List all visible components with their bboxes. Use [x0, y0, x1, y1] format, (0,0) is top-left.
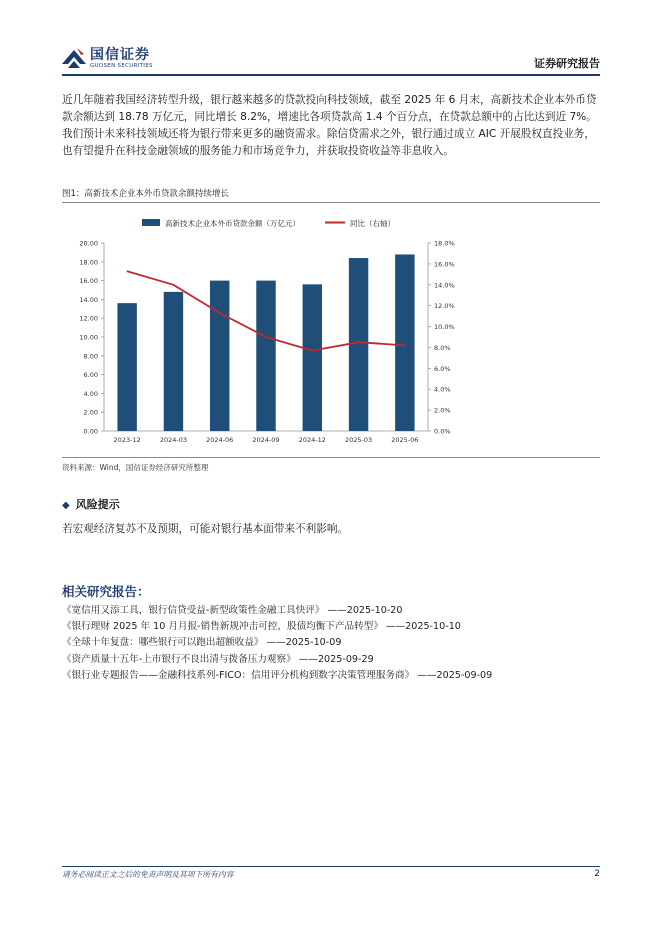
figure-bottom-rule [62, 457, 600, 458]
page-header [0, 0, 662, 80]
footer-disclaimer: 请务必阅读正文之后的免责声明及其项下所有内容 [62, 870, 234, 879]
y-left-tick-label: 2.00 [83, 408, 98, 417]
bar-2024-09 [256, 281, 275, 431]
x-tick-label: 2024-06 [206, 436, 234, 444]
related-report-item[interactable]: 《银行业专题报告——金融科技系列-FICO：信用评分机构到数字决策管理服务商》 ——2025-09-09 [62, 669, 493, 681]
x-tick-label: 2025-03 [344, 436, 373, 444]
x-tick-label: 2024-03 [159, 436, 188, 444]
bar-2025-03 [349, 258, 368, 431]
figure-title: 图1：高新技术企业本外币贷款余额持续增长 [62, 189, 229, 199]
y-right-tick-label: 6.0% [434, 364, 451, 373]
legend-bar-swatch [142, 219, 160, 226]
logo-text-en: GUOSEN SECURITIES [90, 63, 153, 69]
yoy-point-2024-12 [312, 350, 313, 351]
logo-mark-icon [60, 44, 88, 72]
yoy-point-2025-06 [404, 345, 405, 346]
bar-2025-06 [395, 254, 414, 431]
y-right-tick-label: 4.0% [434, 385, 451, 394]
diamond-bullet-icon: ◆ [62, 500, 70, 511]
x-tick-label: 2024-12 [298, 436, 326, 444]
x-tick-label: 2024-09 [252, 436, 280, 444]
x-tick-label: 2023-12 [113, 436, 141, 444]
footer-divider [62, 866, 600, 867]
y-right-tick-label: 8.0% [434, 343, 451, 352]
y-left-tick-label: 6.00 [83, 371, 98, 380]
risk-title-text: 风险提示 [75, 498, 120, 511]
y-right-tick-label: 16.0% [434, 260, 455, 269]
body-paragraph: 近几年随着我国经济转型升级，银行越来越多的贷款投向科技领域，截至 2025 年 6 月末，高新技术企业本外币贷款余额达到 18.78 万亿元，同比增长 8.2%，增速比各项贷款高 1.4 个百分点，在贷款总额中的占比达到近 7%。我们预计未来科技领域还将为银行带来更多的融资需求。除信贷需求之外，银行通过成立 AIC 开展股权直投业务，也有望提升在科技金融领域的服务能力和市场竞争力，并获取投资收益等非息收入。 [62, 94, 597, 157]
bar-2024-06 [210, 281, 229, 431]
y-right-tick-label: 0.0% [434, 427, 451, 436]
related-report-item[interactable]: 《全球十年复盘：哪些银行可以跑出超额收益》 ——2025-10-09 [62, 637, 342, 649]
y-right-tick-label: 2.0% [434, 406, 451, 415]
bar-2023-12 [117, 303, 136, 431]
legend-line-label: 同比（右轴） [350, 219, 395, 228]
yoy-point-2023-12 [127, 271, 128, 272]
related-report-item[interactable]: 《银行理财 2025 年 10 月月报-销售新规冲击可控，股债均衡下产品转型》 ——2025-10-10 [62, 621, 461, 633]
figure-source: 资料来源：Wind，国信证券经济研究所整理 [62, 463, 209, 472]
related-reports-title: 相关研究报告： [62, 584, 150, 599]
y-right-tick-label: 10.0% [434, 323, 455, 332]
related-report-item[interactable]: 《资产质量十五年-上市银行不良出清与拨备压力观察》 ——2025-09-29 [62, 653, 374, 665]
y-left-tick-label: 0.00 [83, 427, 98, 436]
risk-heading [62, 496, 120, 512]
y-left-tick-label: 4.00 [83, 389, 98, 398]
loan-balance-chart [62, 205, 600, 455]
yoy-point-2024-06 [219, 312, 220, 313]
yoy-point-2024-09 [265, 336, 266, 337]
figure-top-rule [62, 202, 600, 203]
x-tick-label: 2025-06 [391, 436, 419, 444]
report-type: 证券研究报告 [534, 57, 600, 70]
yoy-point-2025-03 [358, 342, 359, 343]
y-left-tick-label: 18.00 [79, 258, 98, 267]
logo-text-cn: 国信证券 [90, 47, 150, 63]
y-left-tick-label: 14.00 [79, 295, 98, 304]
y-left-tick-label: 8.00 [83, 352, 98, 361]
bar-2024-12 [303, 284, 322, 431]
header-divider [62, 74, 600, 76]
y-left-tick-label: 16.00 [79, 277, 98, 286]
company-logo [60, 44, 190, 78]
related-report-item[interactable]: 《宽信用又添工具，银行信贷受益-新型政策性金融工具快评》 ——2025-10-20 [62, 605, 403, 616]
bar-2024-03 [164, 292, 183, 431]
y-left-tick-label: 10.00 [79, 333, 98, 342]
risk-text: 若宏观经济复苏不及预期，可能对银行基本面带来不利影响。 [62, 523, 349, 535]
y-right-tick-label: 12.0% [434, 302, 455, 311]
y-left-tick-label: 20.00 [79, 239, 98, 248]
page-number: 2 [594, 869, 600, 879]
y-right-tick-label: 18.0% [434, 239, 455, 248]
y-left-tick-label: 12.00 [79, 314, 98, 323]
legend-bar-label: 高新技术企业本外币贷款余额（万亿元） [165, 219, 300, 228]
yoy-point-2024-03 [173, 284, 174, 285]
related-reports-list [62, 603, 492, 684]
y-right-tick-label: 14.0% [434, 281, 455, 290]
